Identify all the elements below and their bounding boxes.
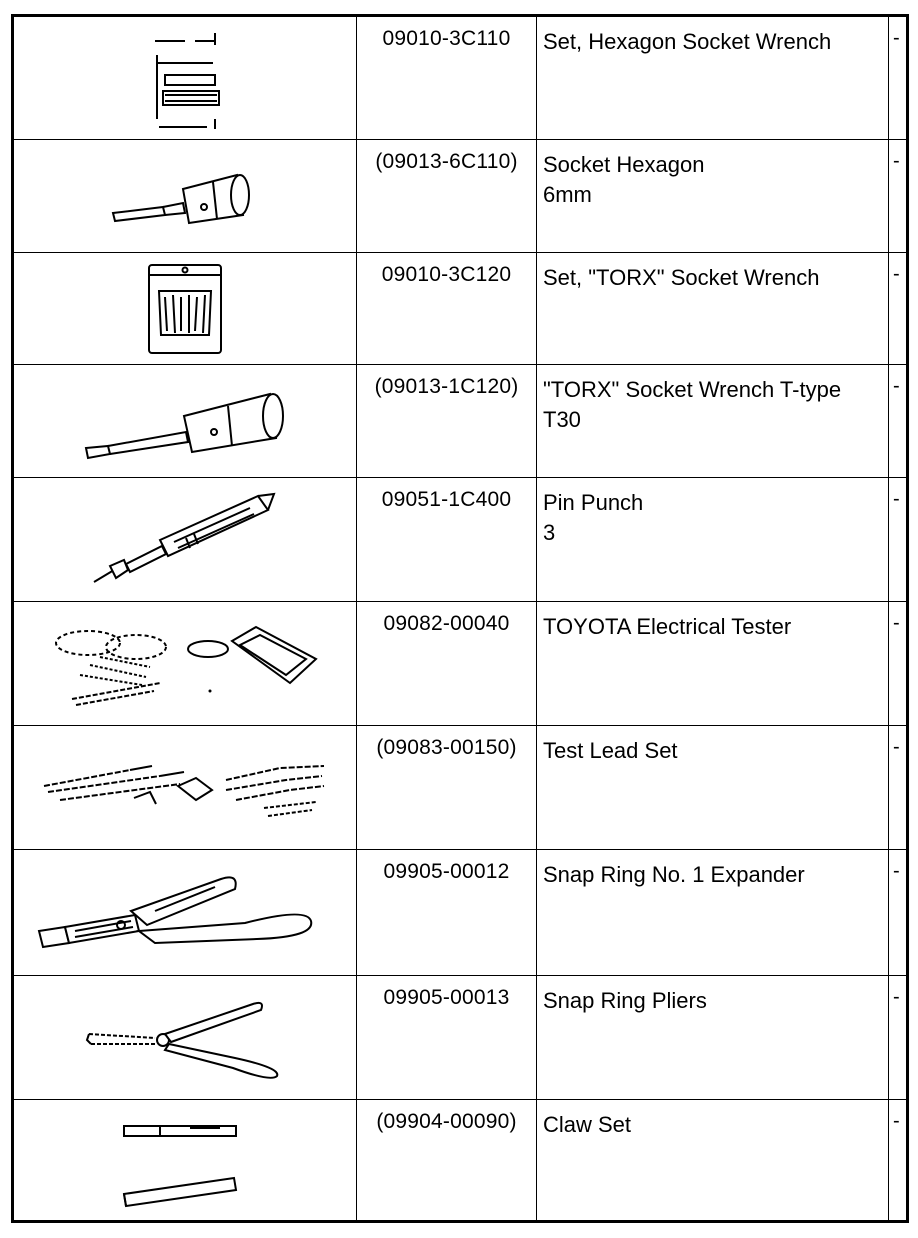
tool-illustration-cell <box>13 602 357 726</box>
note-cell: - <box>889 726 908 850</box>
table-row <box>13 726 908 850</box>
note-cell: - <box>889 253 908 365</box>
description-detail: 3 <box>543 520 556 545</box>
special-tools-table <box>11 14 909 1223</box>
table-row <box>13 253 908 365</box>
part-number: (09904-00090) <box>357 1100 537 1222</box>
description-line: Socket Hexagon <box>543 152 705 177</box>
note-cell: - <box>889 16 908 140</box>
part-number: 09082-00040 <box>357 602 537 726</box>
test-lead-set-icon <box>40 748 330 828</box>
part-number: (09013-1C120) <box>357 365 537 478</box>
description-line: TOYOTA Electrical Tester <box>543 614 792 639</box>
tool-illustration-cell <box>13 253 357 365</box>
note-cell: - <box>889 1100 908 1222</box>
tool-illustration-cell <box>13 16 357 140</box>
tool-illustration-cell <box>13 140 357 253</box>
tool-illustration-cell <box>13 478 357 602</box>
part-number: 09010-3C120 <box>357 253 537 365</box>
note-cell: - <box>889 365 908 478</box>
tool-description <box>537 976 889 1100</box>
table-row <box>13 976 908 1100</box>
tool-illustration-cell <box>13 850 357 976</box>
description-line: Snap Ring No. 1 Expander <box>543 862 805 887</box>
claw-set-icon <box>120 1110 250 1210</box>
description-line: Snap Ring Pliers <box>543 988 707 1013</box>
tool-illustration-cell <box>13 1100 357 1222</box>
tool-description <box>537 726 889 850</box>
note-cell: - <box>889 602 908 726</box>
description-detail: T30 <box>543 407 581 432</box>
note-cell: - <box>889 850 908 976</box>
part-number: 09905-00013 <box>357 976 537 1100</box>
snap-ring-expander-icon <box>35 871 335 955</box>
note-cell: - <box>889 976 908 1100</box>
description-line: Claw Set <box>543 1112 632 1137</box>
part-number: 09051-1C400 <box>357 478 537 602</box>
description-line: Pin Punch <box>543 490 644 515</box>
tool-illustration-cell <box>13 726 357 850</box>
part-number: 09905-00012 <box>357 850 537 976</box>
table-row <box>13 140 908 253</box>
hexagon-socket-wrench-set-icon <box>135 23 235 133</box>
note-cell: - <box>889 478 908 602</box>
hexagon-socket-icon <box>105 151 265 241</box>
part-number: (09013-6C110) <box>357 140 537 253</box>
torx-socket-wrench-set-icon <box>145 261 225 357</box>
note-cell: - <box>889 140 908 253</box>
tool-illustration-cell <box>13 365 357 478</box>
part-number: 09010-3C110 <box>357 16 537 140</box>
description-line: Test Lead Set <box>543 738 678 763</box>
tool-description <box>537 140 889 253</box>
tool-illustration-cell <box>13 976 357 1100</box>
table-row <box>13 16 908 140</box>
electrical-tester-icon <box>50 619 320 709</box>
tool-description <box>537 602 889 726</box>
tool-description <box>537 253 889 365</box>
description-line: Set, "TORX" Socket Wrench <box>543 265 820 290</box>
torx-socket-icon <box>80 376 290 466</box>
table-row <box>13 602 908 726</box>
table-row <box>13 850 908 976</box>
description-detail: 6mm <box>543 182 592 207</box>
table-row <box>13 478 908 602</box>
tool-description <box>537 478 889 602</box>
description-line: Set, Hexagon Socket Wrench <box>543 29 832 54</box>
tool-description <box>537 16 889 140</box>
description-line: "TORX" Socket Wrench T-type <box>543 377 842 402</box>
table-row <box>13 365 908 478</box>
tool-description <box>537 365 889 478</box>
tool-description <box>537 850 889 976</box>
part-number: (09083-00150) <box>357 726 537 850</box>
table-row <box>13 1100 908 1222</box>
tool-description <box>537 1100 889 1222</box>
snap-ring-pliers-icon <box>85 996 285 1080</box>
pin-punch-icon <box>90 490 280 590</box>
